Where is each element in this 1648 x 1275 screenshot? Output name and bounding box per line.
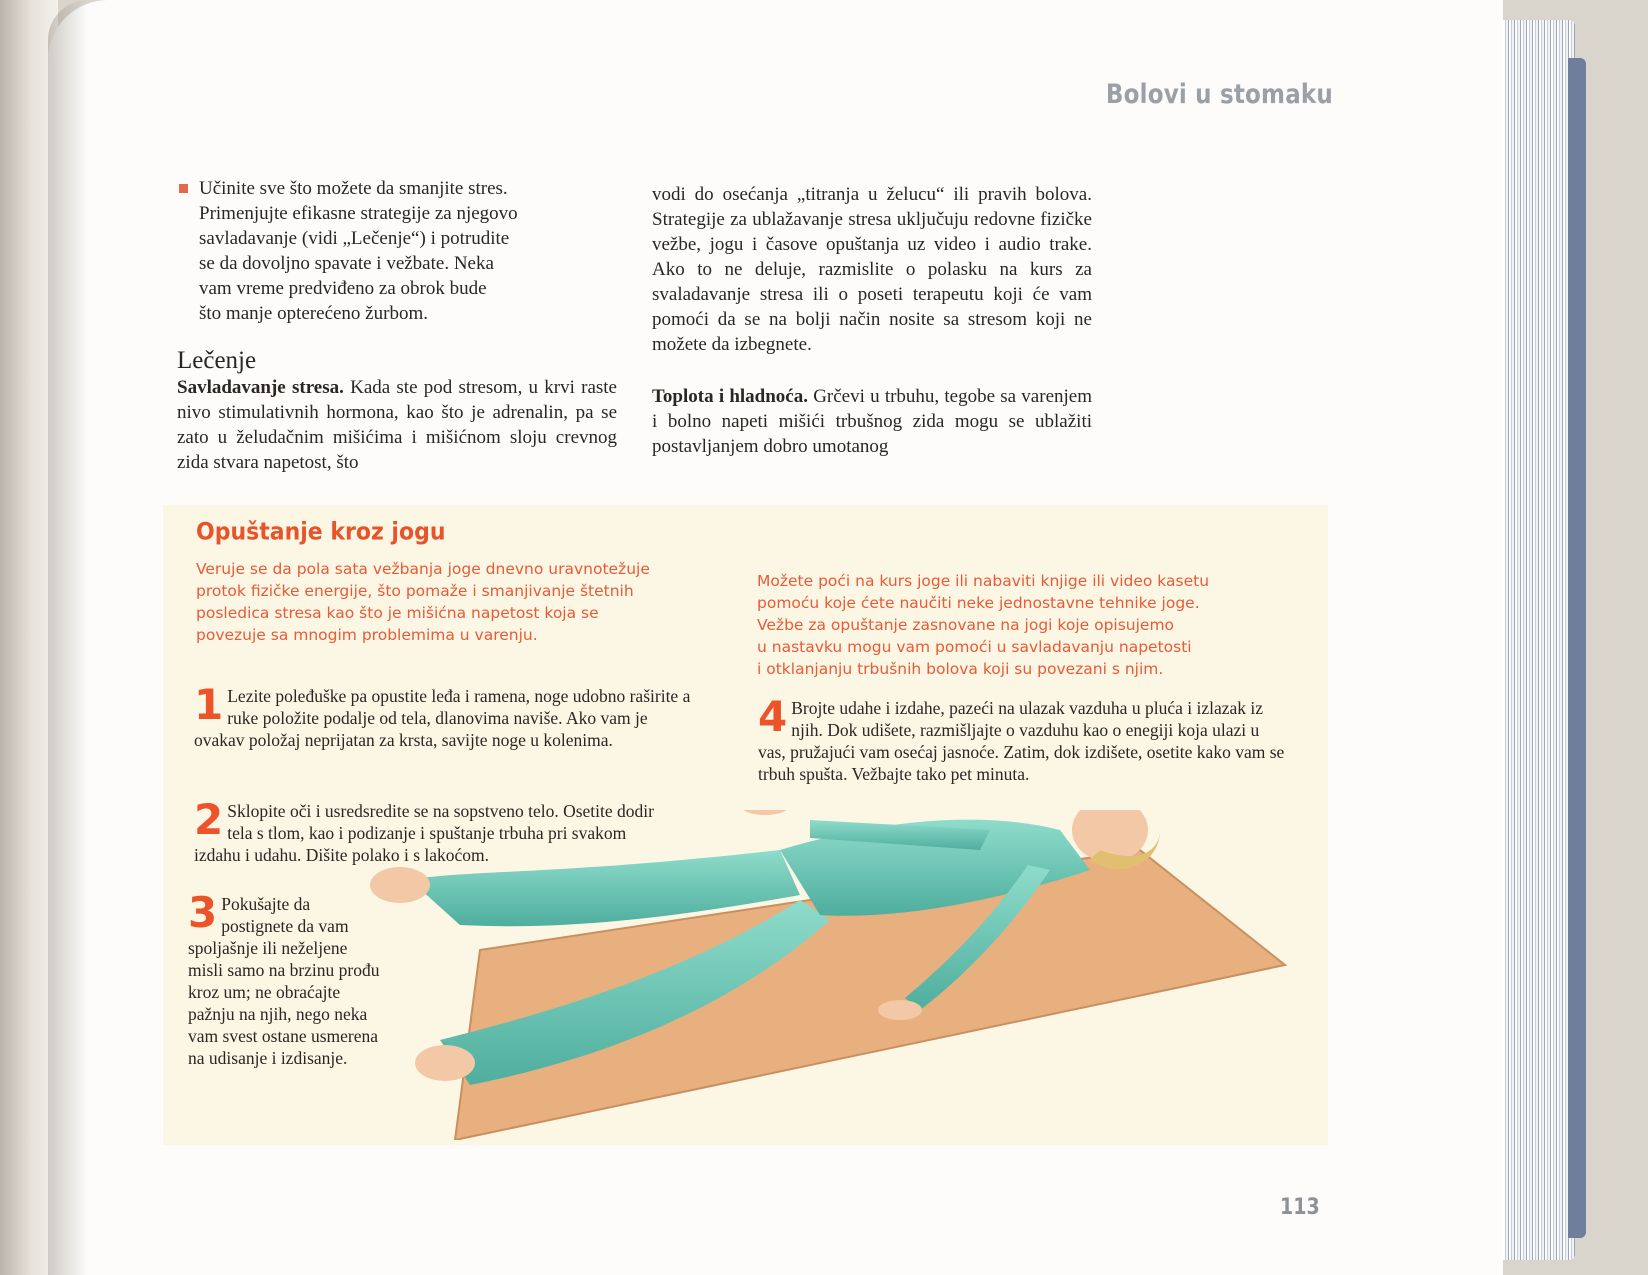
step-text: Pokušajte da postignete da vam spoljašnje ili neželjene misli samo na brzinu prođu kroz um; ne obraćajte pažnju na njih, nego neka vam svest ostane usmerena na udisanje i izdisanje. bbox=[188, 894, 380, 1068]
running-head: Bolovi u stomaku bbox=[1105, 80, 1333, 110]
intro-line: pomoću koje ćete naučiti neke jednostavne tehnike joge. bbox=[757, 594, 1200, 612]
section-heading: Lečenje bbox=[177, 347, 257, 374]
bullet-item bbox=[177, 176, 617, 326]
paragraph-text: Grčevi u trbuhu, tegobe sa varenjem i bolno napeti mišići trbušnog zida mogu se ublažiti postavljanjem dobro umotanog bbox=[652, 386, 1092, 457]
intro-line: Možete poći na kurs joge ili nabaviti knjige ili video kasetu bbox=[757, 572, 1210, 590]
step-3 bbox=[188, 888, 383, 1069]
intro-line: povezuje sa mnogim problemima u varenju. bbox=[196, 626, 538, 644]
foot-lower bbox=[415, 1045, 475, 1081]
step-text: Lezite poleđuške pa opustite leđa i ramena, noge udobno raširite a ruke položite podalje od tela, dlanovima naviše. Ako vam je ovakav položaj neprijatan za krsta, savijte noge u kolenima. bbox=[194, 686, 691, 750]
box-intro-left bbox=[196, 558, 696, 646]
bullet-line: Primenjujte efikasne strategije za njegovo bbox=[199, 203, 518, 224]
intro-line: Veruje se da pola sata vežbanja joge dnevno uravnotežuje bbox=[196, 560, 650, 578]
hand-lower bbox=[878, 1000, 922, 1020]
step-text: Sklopite oči i usredsredite se na sopstveno telo. Osetite dodir tela s tlom, kao i podizanje i spuštanje trbuha pri svakom izdahu i udahu. Dišite polako i s lakoćom. bbox=[194, 801, 654, 865]
foot-upper bbox=[370, 867, 430, 903]
paragraph bbox=[652, 384, 1092, 459]
step-number: 1 bbox=[194, 680, 224, 729]
bullet-line: se da dovoljno spavate i vežbate. Neka bbox=[199, 253, 494, 274]
column-left bbox=[177, 176, 617, 475]
page-number: 113 bbox=[1280, 1194, 1320, 1220]
bullet-line: vam vreme predviđeno za obrok bude bbox=[199, 278, 487, 299]
bullet-square-icon bbox=[179, 184, 188, 193]
step-4 bbox=[758, 692, 1288, 785]
bullet-line: Učinite sve što možete da smanjite stres. bbox=[199, 178, 508, 199]
intro-line: protok fizičke energije, što pomaže i smanjivanje štetnih bbox=[196, 582, 634, 600]
gutter-shadow bbox=[48, 0, 88, 1275]
paragraph-text: Kada ste pod stresom, u krvi raste nivo stimulativnih hormona, kao što je adrenalin, pa se zato u želudačnim mišićima i mišićnom sloju crevnog zida stvara napetost, što bbox=[177, 377, 617, 473]
book-cover-edge bbox=[1568, 58, 1586, 1238]
column-right bbox=[652, 182, 1092, 459]
step-text: Brojte udahe i izdahe, pazeći na ulazak vazduha u pluća i izlazak iz njih. Dok udišete, razmišljajte o vazduhu kao o enegiji koja ulazi u vas, pružajući vam osećaj jasnoće. Zatim, dok izdišete, osetite kako vam se trbuh spušta. Vežbajte tako pet minuta. bbox=[758, 698, 1285, 784]
intro-line: i otklanjanju trbušnih bolova koji su povezani s njim. bbox=[757, 660, 1164, 678]
intro-line: u nastavku mogu vam pomoći u savladavanju napetosti bbox=[757, 638, 1192, 656]
step-1 bbox=[194, 680, 699, 751]
hand-upper bbox=[740, 810, 790, 815]
runin-heading: Savladavanje stresa. bbox=[177, 377, 344, 398]
step-number: 3 bbox=[188, 888, 218, 937]
box-intro-right bbox=[757, 570, 1297, 680]
yoga-pose-illustration bbox=[360, 810, 1290, 1140]
paragraph: vodi do osećanja „titranja u želucu“ ili pravih bolova. Strategije za ublažavanje stresa uključuju redovne fizičke vežbe, jogu i časove opuštanja uz video i audio trake. Ako to ne deluje, razmislite o polasku na kurs za svaladavanje stresa ili o poseti terapeutu koji će vam pomoći da se na bolji način nosite sa stresom koji ne možete da izbegnete. bbox=[652, 184, 1092, 355]
bullet-line: što manje opterećeno žurbom. bbox=[199, 303, 428, 324]
intro-line: Vežbe za opuštanje zasnovane na jogi koje opisujemo bbox=[757, 616, 1175, 634]
intro-line: posledica stresa kao što je mišićna napetost koja se bbox=[196, 604, 599, 622]
step-number: 2 bbox=[194, 795, 224, 844]
box-title: Opuštanje kroz jogu bbox=[196, 518, 446, 547]
page-block-edge bbox=[1500, 20, 1575, 1260]
step-number: 4 bbox=[758, 692, 788, 741]
paragraph bbox=[177, 375, 617, 475]
bullet-line: savladavanje (vidi „Lečenje“) i potrudite bbox=[199, 228, 510, 249]
runin-heading: Toplota i hladnoća. bbox=[652, 386, 808, 407]
